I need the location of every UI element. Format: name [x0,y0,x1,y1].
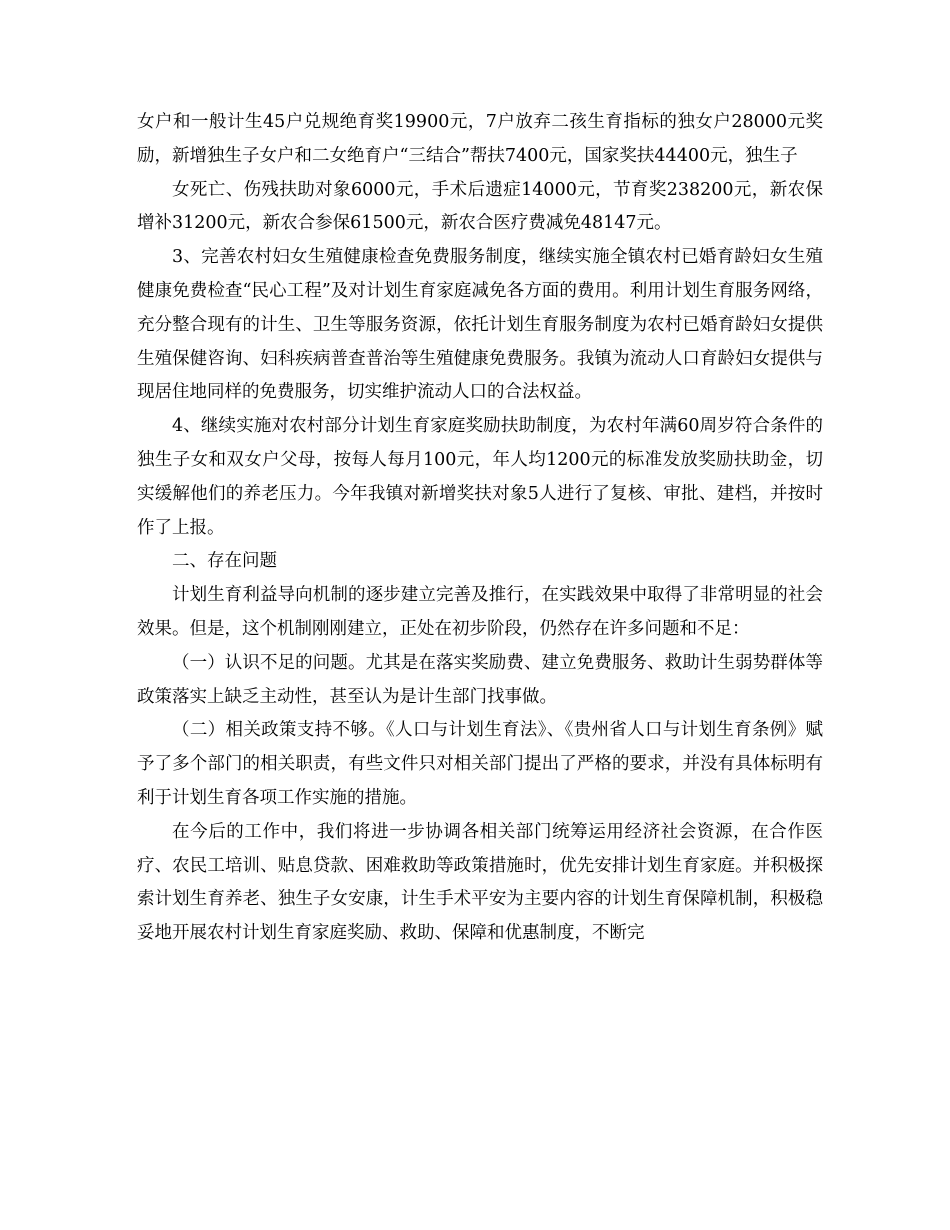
paragraph-problems-intro: 计划生育利益导向机制的逐步建立完善及推行，在实践效果中取得了非常明显的社会效果。但是，这个机制刚刚建立，正处在初步阶段，仍然存在许多问题和不足： [137,585,823,639]
paragraph-item-4: 4、继续实施对农村部分计划生育家庭奖励扶助制度，为农村年满60周岁符合条件的独生子女和双女户父母，按每人每月100元，年人均1200元的标准发放奖励扶助金，切实缓解他们的养老压力。今年我镇对新增奖扶对象5人进行了复核、审批、建档，并按时作了上报。 [137,416,823,538]
paragraph-problem-1: （一）认识不足的问题。尤其是在落实奖励费、建立免费服务、救助计生弱势群体等政策落实上缺乏主动性，甚至认为是计生部门找事做。 [137,652,823,707]
paragraph-item-3: 3、完善农村妇女生殖健康检查免费服务制度，继续实施全镇农村已婚育龄妇女生殖健康免费检查“民心工程”及对计划生育家庭减免各方面的费用。利用计划生育服务网络，充分整合现有的计生、卫生等服务资源，依托计划生育服务制度为农村已婚育龄妇女提供生殖保健咨询、妇科疾病普查普治等生殖健康免费服务。我镇为流动人口育龄妇女提供与现居住地同样的免费服务，切实维护流动人口的合法权益。 [137,247,823,403]
document-page [137,106,823,951]
paragraph-subsidy-list: 女死亡、伤残扶助对象6000元，手术后遗症14000元，节育奖238200元，新农保增补31200元，新农合参保61500元，新农合医疗费减免48147元。 [137,179,823,234]
section-heading-problems: 二、存在问题 [172,551,277,572]
paragraph-continuation: 女户和一般计生45户兑规绝育奖19900元，7户放弃二孩生育指标的独女户28000元奖励，新增独生子女户和二女绝育户“三结合”帮扶7400元，国家奖扶44400元，独生子 [137,112,823,166]
paragraph-future-work: 在今后的工作中，我们将进一步协调各相关部门统筹运用经济社会资源，在合作医疗、农民工培训、贴息贷款、困难救助等政策措施时，优先安排计划生育家庭。并积极探索计划生育养老、独生子女安康，计生手术平安为主要内容的计划生育保障机制，积极稳妥地开展农村计划生育家庭奖励、救助、保障和优惠制度，不断完 [137,821,823,944]
paragraph-problem-2: （二）相关政策支持不够。《人口与计划生育法》、《贵州省人口与计划生育条例》赋予了多个部门的相关职责，有些文件只对相关部门提出了严格的要求，并没有具体标明有利于计划生育各项工作实施的措施。 [137,720,823,808]
